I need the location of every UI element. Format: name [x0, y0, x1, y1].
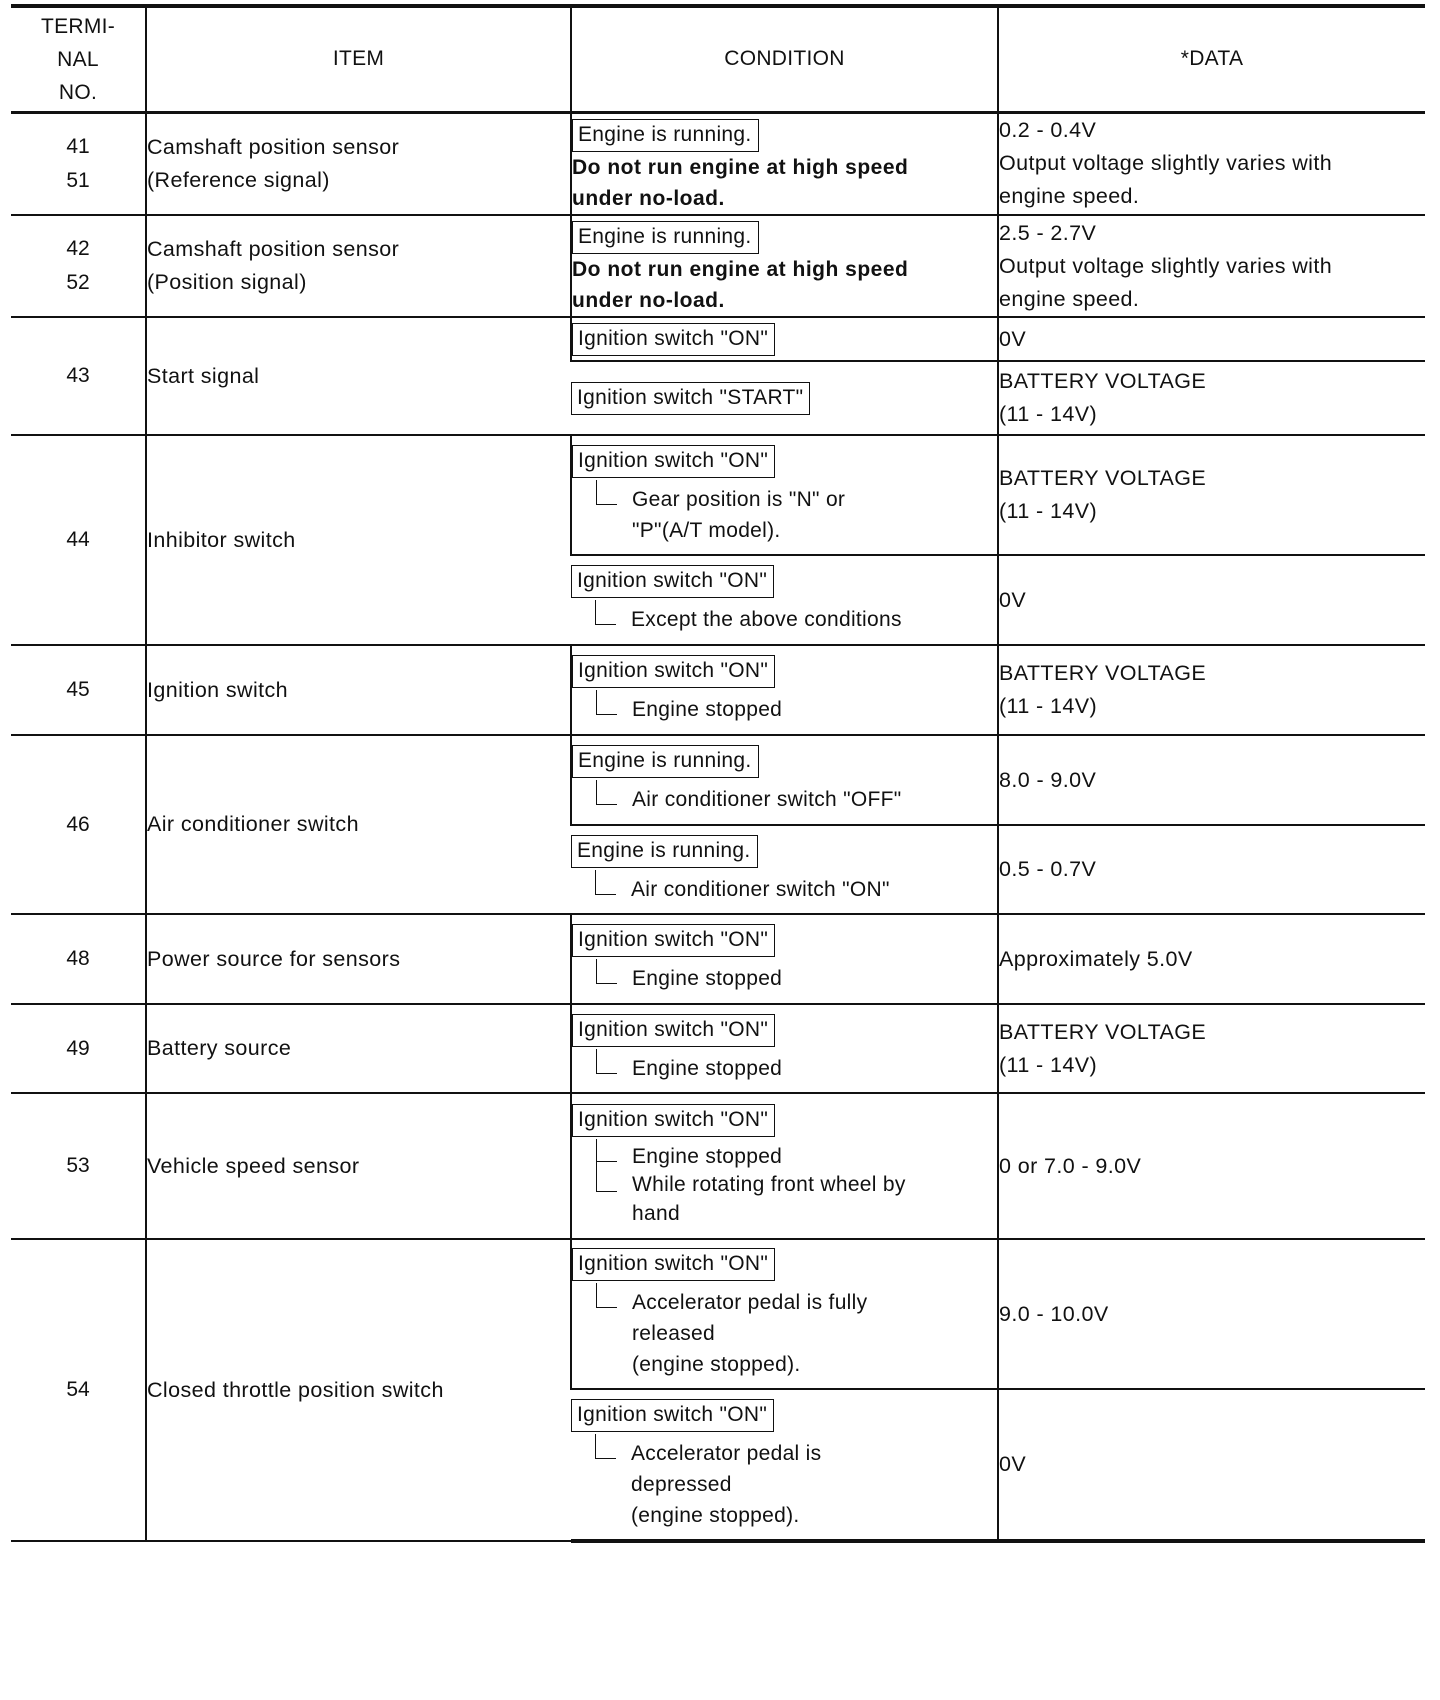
item-name: Start signal	[146, 317, 571, 435]
terminal-number: 48	[11, 914, 146, 1004]
condition-box: Ignition switch "ON"	[572, 655, 775, 688]
sub-condition: Engine stopped	[596, 1053, 997, 1084]
data-value: 0.2 - 0.4V Output voltage slightly varies with engine speed.	[998, 112, 1425, 215]
item-name: Battery source	[146, 1004, 571, 1093]
condition-box: Engine is running.	[572, 745, 759, 778]
condition-box: Ignition switch "ON"	[572, 1014, 775, 1047]
header-row	[11, 6, 1425, 112]
item-name: Closed throttle position switch	[146, 1239, 571, 1541]
sub-condition: Engine stopped	[596, 694, 997, 725]
table-row	[11, 645, 1425, 735]
condition-cell	[571, 435, 998, 555]
sub-condition: Engine stopped	[596, 963, 997, 994]
item-name: Power source for sensors	[146, 914, 571, 1004]
table-row	[11, 735, 1425, 825]
ecm-terminal-table	[11, 4, 1425, 1543]
terminal-number: 42 52	[11, 215, 146, 317]
sub-condition: Engine stopped	[596, 1143, 997, 1171]
terminal-number: 41 51	[11, 112, 146, 215]
item-name: Camshaft position sensor (Position signal)	[146, 215, 571, 317]
header-data: *DATA	[998, 6, 1425, 112]
condition-box: Engine is running.	[572, 221, 759, 254]
data-value: BATTERY VOLTAGE (11 - 14V)	[998, 1004, 1425, 1093]
condition-cell	[571, 1389, 998, 1541]
data-value: 8.0 - 9.0V	[998, 735, 1425, 825]
condition-cell	[571, 914, 998, 1004]
data-value: BATTERY VOLTAGE (11 - 14V)	[998, 435, 1425, 555]
condition-cell	[571, 215, 998, 317]
table-row	[11, 215, 1425, 317]
sub-condition-continued: (engine stopped).	[632, 1353, 801, 1376]
terminal-number: 43	[11, 317, 146, 435]
table-row	[11, 914, 1425, 1004]
condition-cell	[571, 361, 998, 435]
data-value: 0V	[998, 555, 1425, 645]
condition-box: Ignition switch "ON"	[571, 565, 774, 598]
terminal-number: 46	[11, 735, 146, 914]
condition-cell	[571, 112, 998, 215]
data-value: BATTERY VOLTAGE (11 - 14V)	[998, 361, 1425, 435]
data-value: 0V	[998, 1389, 1425, 1541]
data-value: 0V	[998, 317, 1425, 361]
sub-condition: Air conditioner switch "OFF"	[596, 784, 997, 815]
sub-condition-continued: "P"(A/T model).	[632, 518, 781, 542]
sub-condition: While rotating front wheel by	[596, 1171, 997, 1199]
condition-box: Ignition switch "ON"	[571, 1399, 774, 1432]
condition-cell	[571, 555, 998, 645]
data-value: BATTERY VOLTAGE (11 - 14V)	[998, 645, 1425, 735]
item-name: Inhibitor switch	[146, 435, 571, 645]
table-row	[11, 1093, 1425, 1239]
sub-condition: Air conditioner switch "ON"	[595, 874, 997, 905]
sub-condition: Accelerator pedal is	[595, 1438, 997, 1469]
data-value: 0 or 7.0 - 9.0V	[998, 1093, 1425, 1239]
data-value: 0.5 - 0.7V	[998, 825, 1425, 914]
condition-cell	[571, 735, 998, 825]
sub-condition-continued: released	[632, 1322, 715, 1345]
terminal-number: 45	[11, 645, 146, 735]
condition-note: Do not run engine at high speed under no-load.	[572, 155, 909, 210]
condition-box: Engine is running.	[571, 835, 758, 868]
sub-condition: Accelerator pedal is fully	[596, 1287, 997, 1318]
condition-box: Engine is running.	[572, 119, 759, 152]
condition-box: Ignition switch "ON"	[572, 924, 775, 957]
data-value: Approximately 5.0V	[998, 914, 1425, 1004]
condition-cell	[571, 825, 998, 914]
table-row	[11, 317, 1425, 361]
condition-box: Ignition switch "ON"	[572, 445, 775, 478]
sub-condition-continued: (engine stopped).	[631, 1503, 800, 1527]
condition-box: Ignition switch "ON"	[572, 323, 775, 356]
item-name: Ignition switch	[146, 645, 571, 735]
terminal-number: 54	[11, 1239, 146, 1541]
sub-condition: Except the above conditions	[595, 604, 997, 635]
condition-cell	[571, 317, 998, 361]
header-item: ITEM	[146, 6, 571, 112]
condition-note: Do not run engine at high speed under no-load.	[572, 258, 909, 312]
terminal-number: 49	[11, 1004, 146, 1093]
data-value: 2.5 - 2.7V Output voltage slightly varies with engine speed.	[998, 215, 1425, 317]
condition-cell	[571, 1004, 998, 1093]
sub-condition: Gear position is "N" or	[596, 484, 997, 515]
header-terminal: TERMI- NAL NO.	[11, 6, 146, 112]
table-row	[11, 1004, 1425, 1093]
terminal-number: 44	[11, 435, 146, 645]
sub-condition-continued: depressed	[631, 1472, 732, 1496]
condition-box: Ignition switch "START"	[571, 382, 810, 415]
header-condition: CONDITION	[571, 6, 998, 112]
condition-cell	[571, 1093, 998, 1239]
condition-box: Ignition switch "ON"	[572, 1104, 775, 1137]
item-name: Air conditioner switch	[146, 735, 571, 914]
sub-condition-continued: hand	[632, 1201, 680, 1225]
table-row	[11, 435, 1425, 555]
table-row	[11, 1239, 1425, 1389]
data-value: 9.0 - 10.0V	[998, 1239, 1425, 1389]
table-row	[11, 112, 1425, 215]
condition-cell	[571, 1239, 998, 1389]
condition-cell	[571, 645, 998, 735]
item-name: Camshaft position sensor (Reference signal)	[146, 112, 571, 215]
condition-box: Ignition switch "ON"	[572, 1248, 775, 1281]
terminal-number: 53	[11, 1093, 146, 1239]
item-name: Vehicle speed sensor	[146, 1093, 571, 1239]
